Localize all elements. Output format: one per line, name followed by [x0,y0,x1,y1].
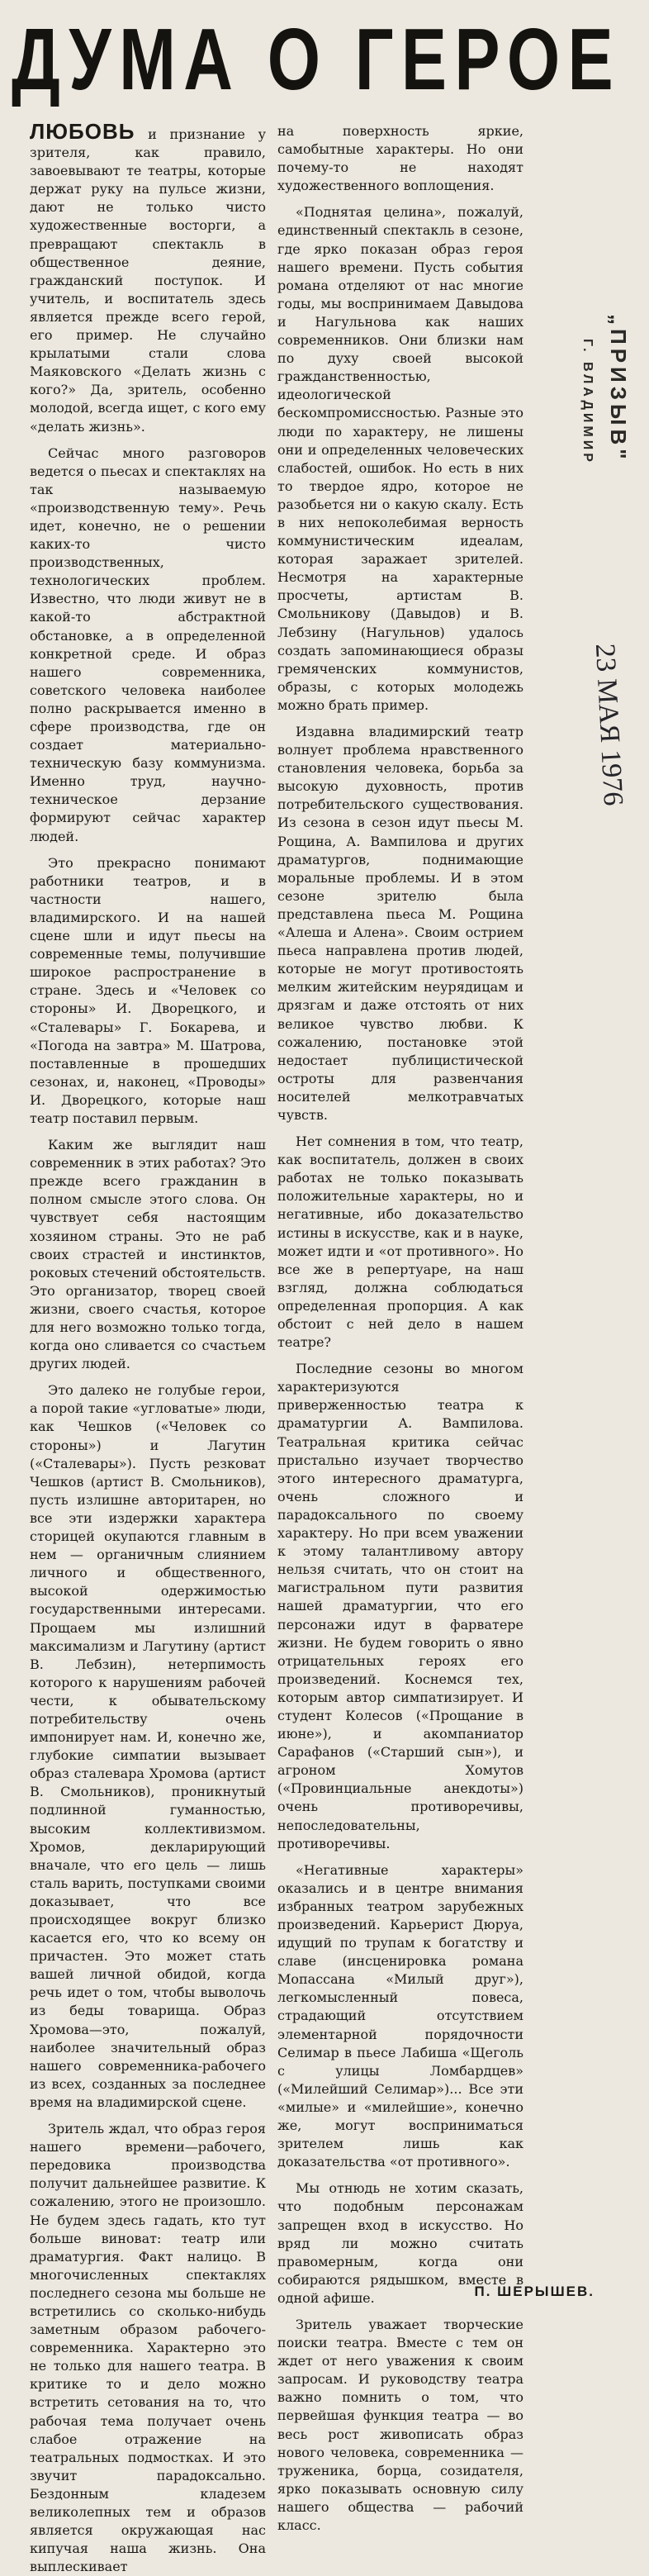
paragraph: Каким же выглядит наш современник в этих работах? Это прежде всего гражданин в полном смысле этого слова. Он чувствует себя настоящим хозяином страны. Это не раб своих страстей и инстинктов, роковых стечений обстоятельств. Это организатор, творец своей жизни, своего счастья, которое для него возможно только тогда, когда оно сливается со счастьем других людей. [30,1137,266,1372]
dropcap-word: ЛЮБОВЬ [30,119,135,144]
stamp-date: 23 МАЯ 1976 [589,643,629,807]
paragraph: Последние сезоны во многом характеризуются приверженностью театра к драматургии А. Вампилова. Театральная критика сейчас пристально изучает творчество этого интересного драматурга, очень сложного и парадоксального по своему характеру. Но при всем уважении к этому талантливому автору нельзя считать, что он стоит на магистральном пути развития нашей драматургии, что его персонажи идут в фарватере жизни. Не будем говорить о явно отрицательных героях его произведений. Коснемся тех, которым автор симпатизирует. И студент Колесов («Прощание в июне»), и акомпаниатор Сарафанов («Старший сын»), и агроном Хомутов («Провинциальные анекдоты») очень противоречивы, непоследовательны, противоречивы. [277,1361,523,1851]
paragraph: «Поднятая целина», пожалуй, единственный спектакль в сезоне, где ярко показан образ героя нашего времени. Пусть события романа отделяют от нас многие годы, мы воспринимаем Давыдова и Нагульнова как наших современников. Они близки нам по духу своей высокой гражданственностью, идеологической бескомпромиссностью. Разные это люди по характеру, не лишены они и определенных человеческих слабостей, ошибок. Но есть в них то твердое ядро, которое не разобьется ни о какую скалу. Есть в них непоколебимая верность коммунистическим идеалам, которая заражает зрителей. Несмотря на характерные просчеты, артистам В. Смольникову (Давыдов) и В. Лебзину (Нагульнов) удалось создать запоминающиеся образы гремяченских коммунистов, образы, с которых молодежь можно брать пример. [277,204,523,713]
paragraph: Издавна владимирский театр волнует проблема нравственного становления человека, борьба за высокую духовность, против потребительского существования. Из сезона в сезон идут пьесы М. Рощина, А. Вампилова и других драматургов, поднимающие моральные проблемы. И в этом сезоне зрителю была представлена пьеса М. Рощина «Алеша и Алена». Своим острием пьеса направлена против людей, которые не могут противостоять мелким житейским неурядицам и дрязгам и даже отстоять от них великое чувство любви. К сожалению, постановке этой недостает публицистической остроты для развенчания носителей мелкотравчатых чувств. [277,724,523,1123]
paragraph-text: и признание у зрителя, как правило, завоевывают те театры, которые держат руку на пульсе жизни, дают не только чисто художественные восторги, а превращают спектакль в общественное деяние, гражданский поступок. И учитель, и воспитатель здесь является прежде всего герой, его пример. Не случайно крылатыми стали слова Маяковского «Делать жизнь с кого?» Да, зритель, особенно молодой, всегда ищет, с кого ему «делать жизнь». [30,126,266,435]
paragraph: Мы отнюдь не хотим сказать, что подобным персонажам запрещен вход в искусство. Но вряд ли можно считать правомерным, когда они собираются рядышком, вместе в одной афише. [277,2180,523,2306]
article-title: ДУМА О ГЕРОЕ [12,11,622,108]
stamp-city: Г. ВЛАДИМИР [580,339,595,465]
article-column-right [277,122,523,2533]
paragraph: Нет сомнения в том, что театр, как воспитатель, должен в своих работах не только показывать положительные характеры, но и негативные, ибо доказательство истины в искусстве, как и в науке, может идти и «от противного». Но все же в репертуаре, на наш взгляд, должна соблюдаться определенная пропорция. А как обстоит с ней дело в нашем театре? [277,1134,523,1351]
paragraph: Зритель ждал, что образ героя нашего времени—рабочего, передовика производства получит дальнейшее развитие. К сожалению, этого не произошло. Не будем здесь гадать, кто тут больше виноват: театр или драматургия. Факт налицо. В многочисленных спектаклях последнего сезона мы больше не встретились со сколько-нибудь заметным образом рабочего-современника. Характерно это не только для нашего театра. В критике то и дело можно встретить сетования на то, что рабочая тема получает очень слабое отражение на театральных подмостках. И это звучит парадоксально. Бездонным кладезем великолепных тем и образов является окружающая нас кипучая наша жизнь. Она выплескивает [30,2121,266,2575]
paragraph: Это далеко не голубые герои, а порой такие «угловатые» люди, как Чешков («Человек со стороны») и Лагутин («Сталевары»). Пусть резковат Чешков (артист В. Смольников), пусть излишне авторитарен, но все эти издержки характера сторицей окупаются главным в нем — органичным слиянием личного и общественного, высокой одержимостью государственными интересами. Прощаем мы излишний максимализм и Лагутину (артист В. Лебзин), нетерпимость которого к нарушениям рабочей чести, к обывательскому потребительству очень импонирует нам. И, конечно же, глубокие симпатии вызывает образ сталевара Хромова (артист В. Смольников), проникнутый подлинной гуманностью, высоким коллективизмом. Хромов, декларирующий вначале, что его цель — лишь сталь варить, поступками своими доказывает, что все происходящее вокруг близко касается его, что ко всему он причастен. Это может стать вашей личной обидой, когда речь идет о том, чтобы выволочь из беды товарища. Образ Хромова—это, пожалуй, наиболее значительный образ нашего современника-рабочего из всех, созданных за последнее время на владимирской сцене. [30,1382,266,2110]
paragraph [30,119,266,436]
paragraph: Зритель уважает творческие поиски театра. Вместе с тем он ждет от него уважения к своим запросам. И руководству театра важно помнить о том, что первейшая функция театра — во весь рост живописать образ нового человека, современника — труженика, борца, созидателя, ярко показывать основную силу нашего общества — рабочий класс. [277,2316,523,2533]
paragraph: Это прекрасно понимают работники театров, и в частности нашего, владимирского. И на нашей сцене шли и идут пьесы на современные темы, получившие широкое распространение в стране. Здесь и «Человек со стороны» И. Дворецкого, и «Сталевары» Г. Бокарева, и «Погода на завтра» М. Шатрова, поставленные в прошедших сезонах, и, наконец, «Проводы» И. Дворецкого, которые наш театр поставил первым. [30,854,266,1126]
paragraph: «Негативные характеры» оказались и в центре внимания избранных театром зарубежных произведений. Карьерист Дюруа, идущий по трупам к богатству и славе (инсценировка романа Мопассана «Милый друг»), легкомысленный повеса, страдающий отсутствием элементарной порядочности Селимар в пьесе Лабиша «Щеголь с улицы Ломбардцев» («Милейший Селимар»)... Все эти «милые» и «милейшие», конечно же, могут восприниматься зрителем лишь как доказательства «от противного». [277,1861,523,2170]
paragraph: Сейчас много разговоров ведется о пьесах и спектаклях на так называемую «производственную тему». Речь идет, конечно, не о решении каких-то чисто производственных, технологических проблем. Известно, что люди живут не в какой-то абстрактной обстановке, а в определенной конкретной среде. И образ нашего современника, советского человека наиболее полно раскрывается именно в сфере производства, где он создает материально-техническую базу коммунизма. Именно труд, научно-техническое дерзание формируют сейчас характер людей. [30,444,266,844]
article-column-left [30,119,266,2575]
author-signature: П. ШЕРЫШЕВ. [474,2284,595,2299]
stamp-newspaper-name: „ПРИЗЫВ" [606,314,631,463]
archive-stamp [535,314,641,1190]
paragraph: на поверхность яркие, самобытные характеры. Но они почему-то не находят художественного воплощения. [277,123,523,194]
